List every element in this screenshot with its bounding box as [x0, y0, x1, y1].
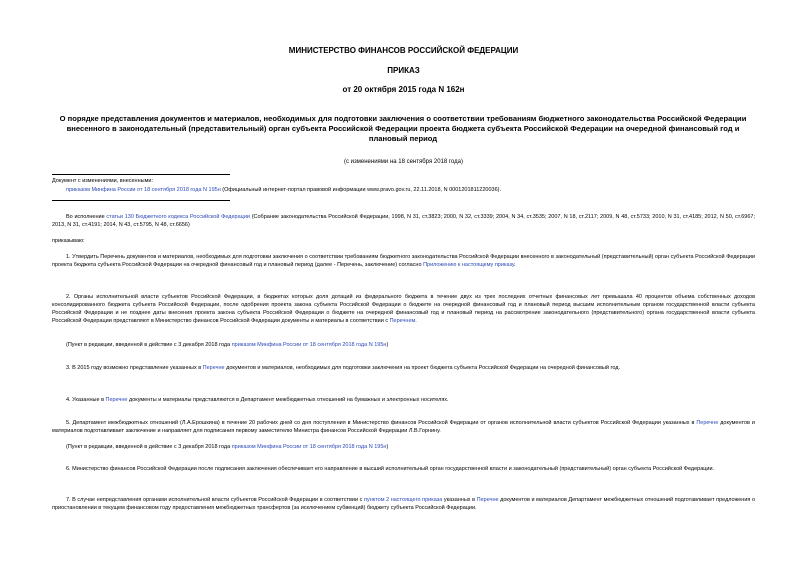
item-4-end: документы и материалы представляются в Департамент межбюджетных отношений на бумажных и электронных носителях.: [127, 397, 449, 403]
item-4-link[interactable]: Перечне: [105, 397, 128, 403]
changes-top-rule: [52, 174, 230, 175]
note-2-link[interactable]: приказом Минфина России от 18 сентября 2018 года N 195н: [231, 342, 387, 348]
date-number-heading: от 20 октября 2015 года N 162н: [342, 85, 465, 94]
note-5: [52, 443, 755, 451]
item-2-end: .: [415, 318, 417, 324]
note-2: [52, 341, 755, 349]
item-1-link[interactable]: Приложению к настоящему приказу: [423, 262, 515, 268]
item-1-end: .: [514, 262, 516, 268]
item-3: [52, 364, 755, 372]
note-5-link[interactable]: приказом Минфина России от 18 сентября 2018 года N 195н: [231, 444, 387, 450]
preamble-link[interactable]: статьи 130 Бюджетного кодекса Российской Федерации: [106, 214, 250, 220]
item-5-end: документов и материалов подготавливает заключение и направляет для подписания первому заместителю Министра финансов Российской Федерации Л.В.Горнину.: [52, 420, 755, 434]
note-5-text: (Пункт в редакции, введенной в действие с 3 декабря 2018 года: [66, 444, 232, 450]
item-7-link-2[interactable]: Перечне: [476, 497, 499, 503]
item-2: [52, 293, 755, 325]
note-2-text: (Пункт в редакции, введенной в действие с 3 декабря 2018 года: [66, 342, 232, 348]
changes-label: Документ с изменениями, внесенными:: [52, 178, 153, 184]
item-4-text: 4. Указанные в: [66, 397, 106, 403]
changes-rest: (Официальный интернет-портал правовой информации www.pravo.gov.ru, 22.11.2018, N 0001201811220036).: [220, 187, 502, 193]
item-5: [52, 419, 755, 435]
item-1-text: 1. Утвердить Перечень документов и материалов, необходимых для подготовки заключения о соответствии требованиям бюджетного законодательства Российской Федерации внесенного в законодательный (представительный) орган субъекта Российской Федерации проекта бюджета субъекта Российской Федерации на очередной финансовый год и плановый период (далее - Перечень, заключение) согласно: [52, 254, 755, 268]
item-2-text: 2. Органы исполнительной власти субъектов Российской Федерации, в бюджетах которых доля дотаций из федерального бюджета в течение двух из трех последних отчетных финансовых лет превышала 40 процентов объема собственных доходов консолидированного бюджета субъекта Российской Федерации, после одобрения проекта закона субъекта Российской Федерации о бюджете на очередной финансовый год и плановый период высшим исполнительным органом государственной власти субъекта Российской Федерации и не позднее даты внесения проекта закона субъекта Российской Федерации о бюджете на очередной финансовый год и плановый период на рассмотрение законодательного (представительного) органа государственной власти субъекта Российской Федерации представляют в Министерство финансов Российской Федерации документы и материалы в соответствии с: [52, 294, 755, 324]
item-1: [52, 253, 755, 269]
item-3-end: документов и материалов, необходимых для подготовки заключения на проект бюджета субъекта Российской Федерации на очередной финансовый год.: [224, 365, 621, 371]
ministry-heading: МИНИСТЕРСТВО ФИНАНСОВ РОССИЙСКОЙ ФЕДЕРАЦИИ: [288, 46, 519, 55]
doc-type-heading: ПРИКАЗ: [387, 66, 420, 75]
preamble-text: Во исполнение: [66, 214, 107, 220]
item-5-text: 5. Департамент межбюджетных отношений (Л.А.Ерошкина) в течение 20 рабочих дней со дня поступления в Министерство финансов Российской Федерации от органов исполнительной власти субъектов Российской Федерации указанных в: [66, 420, 697, 426]
item-4: [52, 396, 755, 404]
item-2-link[interactable]: Перечнем: [389, 318, 416, 324]
note-5-end: ): [386, 444, 389, 450]
item-3-link[interactable]: Перечне: [202, 365, 225, 371]
item-7-link[interactable]: пунктом 2 настоящего приказа: [363, 497, 443, 503]
item-3-text: 3. В 2015 году возможно представление указанных в: [66, 365, 203, 371]
amendment-note: (с изменениями на 18 сентября 2018 года): [344, 159, 463, 165]
item-7: [52, 496, 755, 512]
note-2-end: ): [386, 342, 389, 348]
item-6: 6. Министерство финансов Российской Федерации после подписания заключения обеспечивает его направление в высший исполнительный орган государственной власти и законодательный (представительный) орган субъекта Российской Федерации.: [66, 466, 715, 472]
item-5-link[interactable]: Перечне: [696, 420, 719, 426]
item-7-mid: указанных в: [442, 497, 477, 503]
changes-bottom-rule: [52, 200, 230, 201]
preamble-text-after: (Собрание законодательства Российской Федерации, 1998, N 31, ст.3823; 2000, N 32, ст.3339; 2004, N 34, ст.3535; 2007, N 18, ст.2117; 2009, N 48, ст.5733; 2010, N 31, ст.4185; 2012, N 50, ст.6967; 2013, N 31, ст.4191; 2014, N 43, ст.5795, N 48, ст.6656): [52, 214, 755, 228]
preamble: [52, 213, 755, 229]
document-title: О порядке представления документов и материалов, необходимых для подготовки заключения о соответствии требованиям бюджетного законодательства Российской Федерации внесенного в законодательный (представительный) орган субъекта Российской Федерации проекта бюджета субъекта Российской Федерации на очередной финансовый год и плановый период: [59, 114, 747, 143]
changes-line: [66, 186, 755, 194]
order-word: приказываю:: [52, 238, 85, 244]
changes-link[interactable]: приказом Минфина России от 18 сентября 2018 года N 195н: [66, 187, 221, 193]
item-7-text: 7. В случае непредставления органами исполнительной власти субъектов Российской Федерации в соответствии с: [66, 497, 364, 503]
item-7-end: документов и материалов Департамент межбюджетных отношений подготавливает предложения о приостановлении в текущем финансовом году предоставления межбюджетных трансфертов (за исключением субвенций) бюджету субъекта Российской Федерации.: [52, 497, 756, 511]
